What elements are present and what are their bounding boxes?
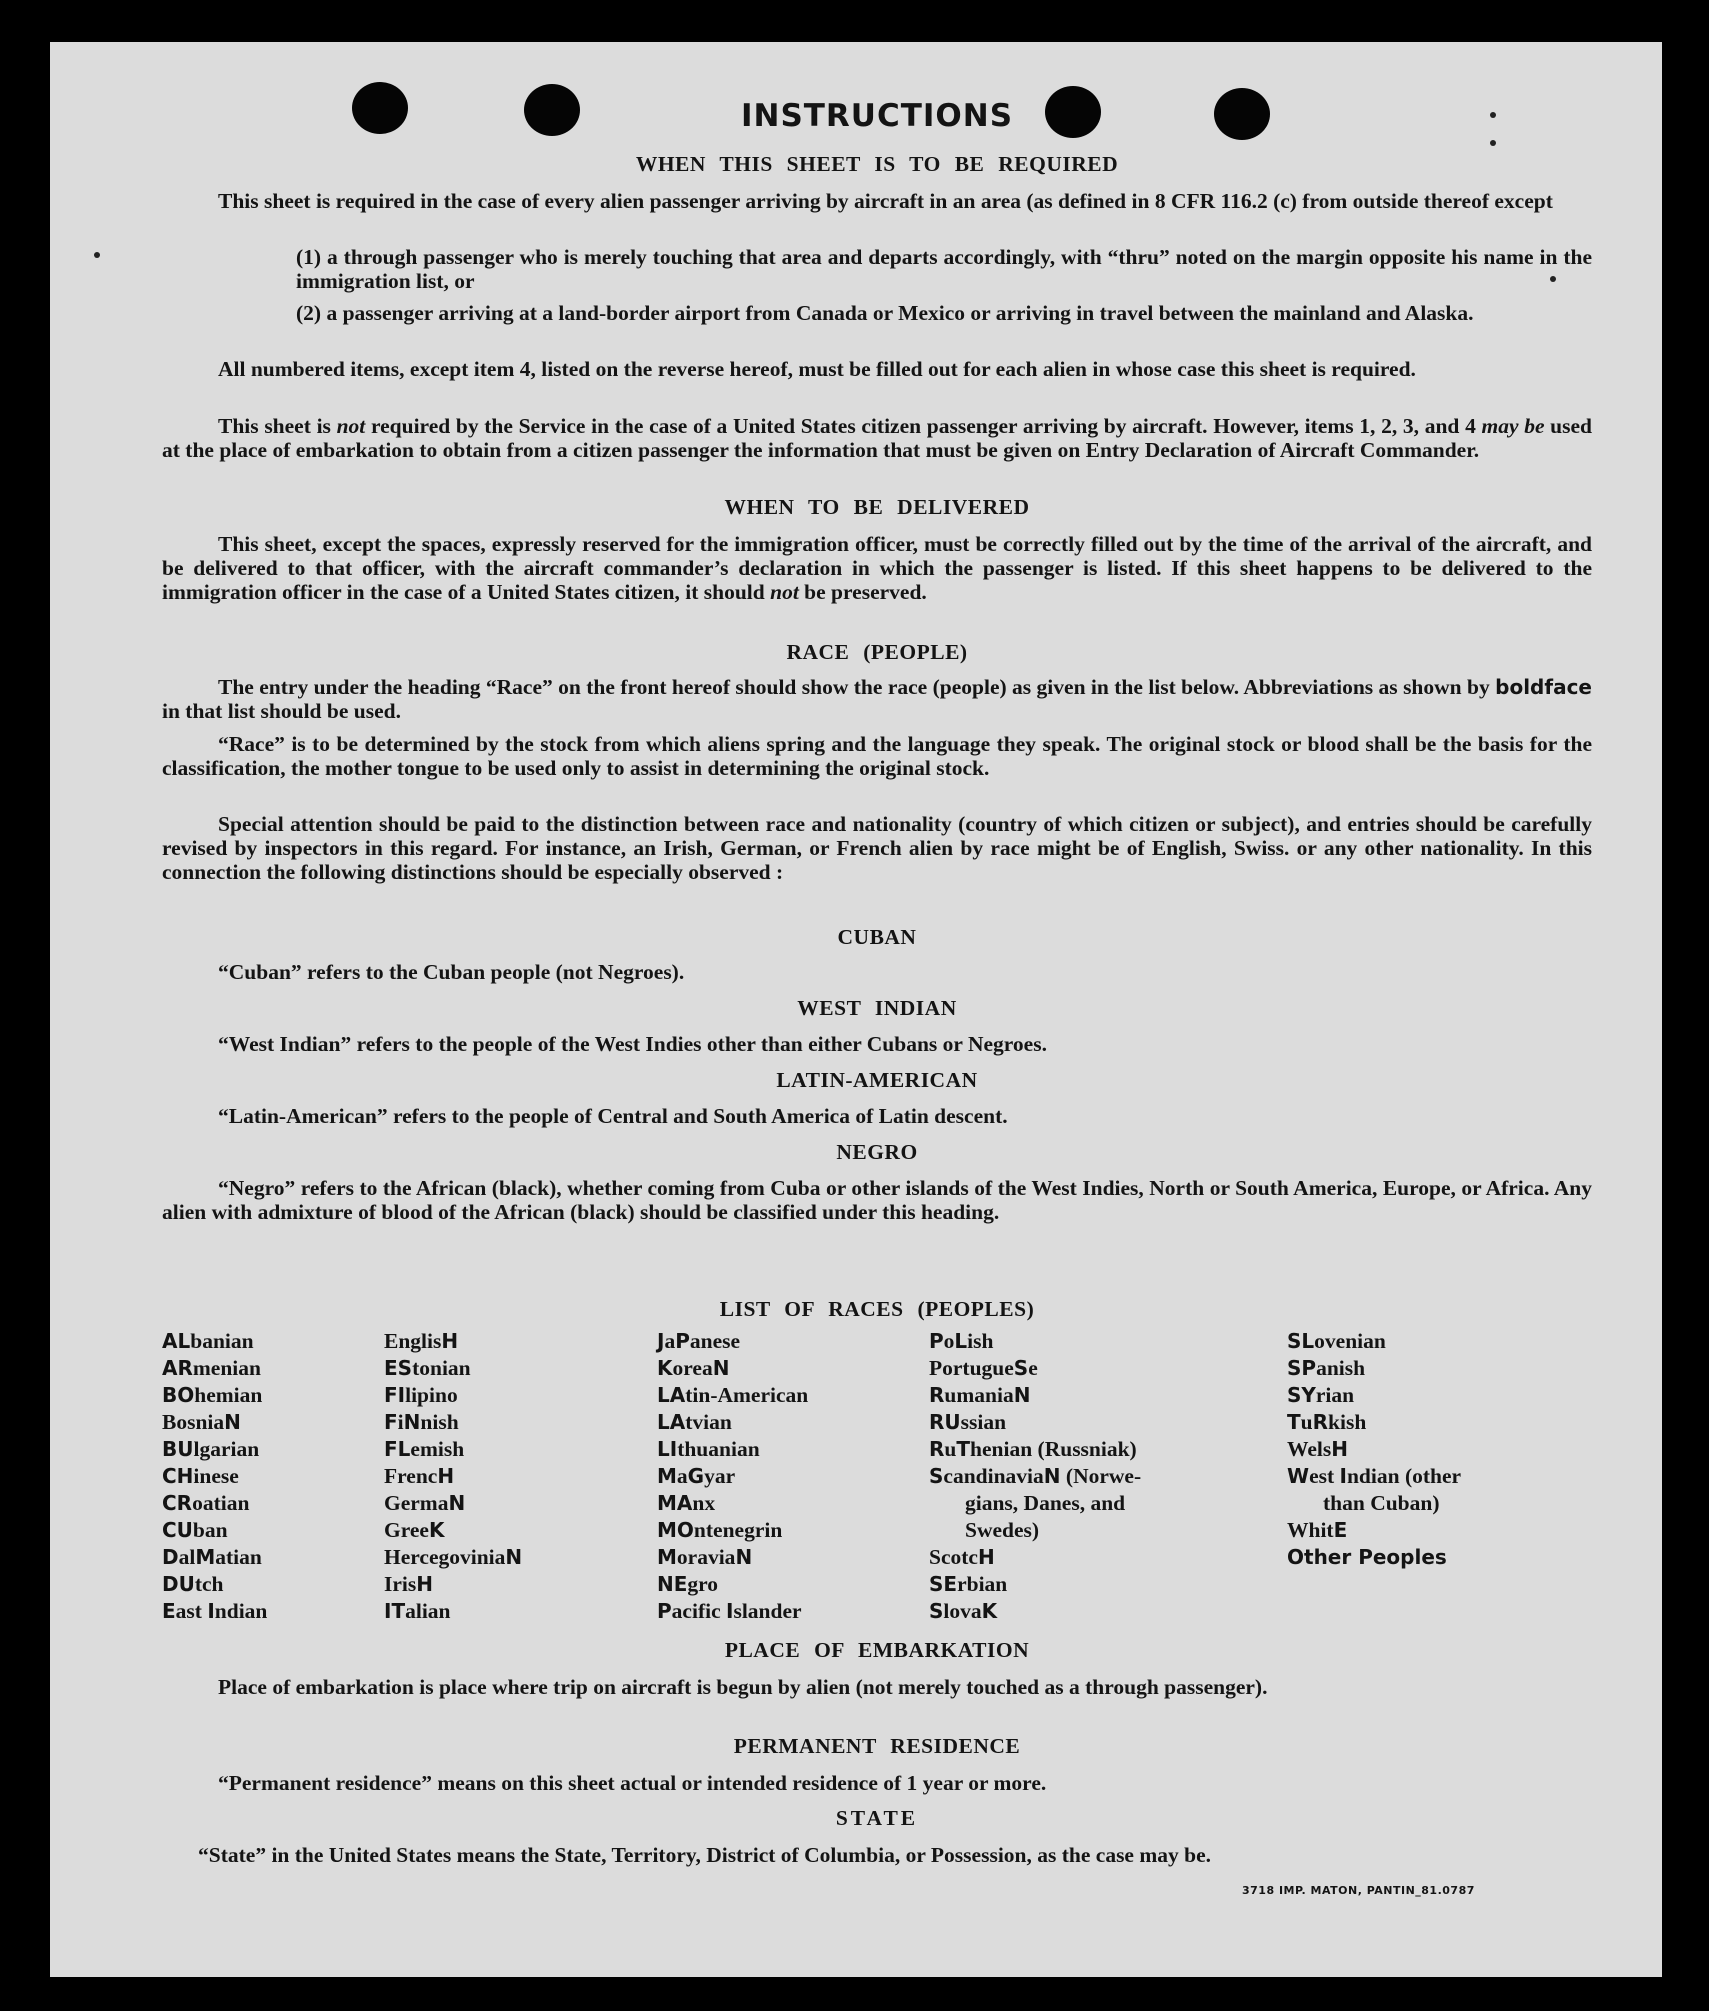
race-item: Pacific Islander: [657, 1599, 802, 1623]
heading-negro: NEGRO: [836, 1140, 918, 1164]
race-item: JaPanese: [657, 1329, 741, 1353]
race-item: RumaniaN: [929, 1383, 1031, 1407]
race-item: LIthuanian: [657, 1437, 760, 1461]
heading-race: RACE (PEOPLE): [786, 640, 968, 664]
paragraph-permanent-residence: “Permanent residence” means on this sheet actual or intended residence of 1 year or more.: [218, 1771, 1047, 1795]
page-title: INSTRUCTIONS: [740, 98, 1014, 134]
race-column-4: [929, 1328, 1229, 1625]
item-number: (1): [296, 245, 322, 269]
race-item: CRoatian: [162, 1491, 250, 1515]
race-item: GreeK: [384, 1518, 445, 1542]
race-item: IrisH: [384, 1572, 433, 1596]
race-item: HercegoviniaN: [384, 1545, 523, 1569]
list-item-1: [296, 245, 1592, 293]
race-item: PortugueSe: [929, 1356, 1038, 1380]
race-item: SErbian: [929, 1572, 1008, 1596]
race-item: ScandinaviaN (Norwe- gians, Danes, and Swedes): [929, 1464, 1142, 1542]
heading-embarkation: PLACE OF EMBARKATION: [724, 1638, 1030, 1662]
race-column-5: [1287, 1328, 1547, 1571]
race-item: KoreaN: [657, 1356, 730, 1380]
race-item: BosniaN: [162, 1410, 241, 1434]
race-item: CHinese: [162, 1464, 239, 1488]
race-item: ARmenian: [162, 1356, 261, 1380]
heading-when-delivered: WHEN TO BE DELIVERED: [724, 495, 1030, 519]
item-text: a passenger arriving at a land-border airport from Canada or Mexico or arriving in travel between the mainland and Alaska.: [326, 301, 1474, 325]
race-item: SYrian: [1287, 1383, 1355, 1407]
race-column-2: [384, 1328, 522, 1625]
race-item: SLovenian: [1287, 1329, 1386, 1353]
race-item: EnglisH: [384, 1329, 459, 1353]
paragraph-delivered: This sheet, except the spaces, expressly reserved for the immigration officer, must be correctly filled out by the time of the arrival of the aircraft, and be delivered to that officer, with the aircraft commander’s declaration in which the passenger is listed. If this sheet happens to be delivered to the immigration officer in the case of a United States citizen, it should not be preserved.: [162, 532, 1592, 604]
race-item: SPanish: [1287, 1356, 1366, 1380]
race-item: MaGyar: [657, 1464, 736, 1488]
paragraph-west-indian: “West Indian” refers to the people of the West Indies other than either Cubans or Negroes.: [218, 1032, 1047, 1056]
race-item: WelsH: [1287, 1437, 1348, 1461]
race-item: SlovaK: [929, 1599, 998, 1623]
race-item: ALbanian: [162, 1329, 254, 1353]
list-item-2: [296, 301, 1592, 325]
paragraph-race-3: Special attention should be paid to the distinction between race and nationality (country of which citizen or subject), and entries should be carefully revised by inspectors in this regard. For instance, an Irish, German, or French alien by race might be of English, Swiss. or any other nationality. In this connection the following distinctions should be especially observed :: [162, 812, 1592, 884]
race-item: BUlgarian: [162, 1437, 260, 1461]
race-item: MoraviaN: [657, 1545, 753, 1569]
race-item: FLemish: [384, 1437, 465, 1461]
race-item: MOntenegrin: [657, 1518, 783, 1542]
race-item: EStonian: [384, 1356, 471, 1380]
race-item: TuRkish: [1287, 1410, 1367, 1434]
paragraph-state: “State” in the United States means the State, Territory, District of Columbia, or Possession, as the case may be.: [198, 1843, 1212, 1867]
race-column-1: [162, 1328, 267, 1625]
race-item: East Indian: [162, 1599, 268, 1623]
race-item: WhitE: [1287, 1518, 1348, 1542]
item-text: a through passenger who is merely touching that area and departs accordingly, with “thru” noted on the margin opposite his name in the immigration list, or: [296, 245, 1592, 293]
paragraph-required-3: This sheet is not required by the Service in the case of a United States citizen passenger arriving by aircraft. However, items 1, 2, 3, and 4 may be used at the place of embarkation to obtain from a citizen passenger the information that must be given on Entry Declaration of Aircraft Commander.: [162, 414, 1593, 462]
race-item: BOhemian: [162, 1383, 263, 1407]
race-column-3: [657, 1328, 808, 1625]
speck: [1490, 140, 1496, 146]
print-code: 3718 IMP. MATON, PANTIN_81.0787: [1242, 1884, 1475, 1897]
race-item: DUtch: [162, 1572, 224, 1596]
race-item: LAtin-American: [657, 1383, 809, 1407]
heading-list-of-races: LIST OF RACES (PEOPLES): [719, 1297, 1035, 1321]
paragraph-negro: “Negro” refers to the African (black), whether coming from Cuba or other islands of the West Indies, North or South America, Europe, or Africa. Any alien with admixture of blood of the African (black) should be classified under this heading.: [162, 1176, 1592, 1224]
race-item: FrencH: [384, 1464, 455, 1488]
race-item: LAtvian: [657, 1410, 732, 1434]
paragraph-race-2: “Race” is to be determined by the stock from which aliens spring and the language they speak. The original stock or blood shall be the basis for the classification, the mother tongue to be used only to assist in determining the original stock.: [162, 732, 1592, 780]
heading-latin-american: LATIN-AMERICAN: [776, 1068, 978, 1092]
paragraph-embarkation: Place of embarkation is place where trip on aircraft is begun by alien (not merely touched as a through passenger).: [218, 1675, 1268, 1699]
race-item: RUssian: [929, 1410, 1007, 1434]
heading-cuban: CUBAN: [837, 925, 917, 949]
paragraph-required-1: This sheet is required in the case of every alien passenger arriving by aircraft in an area (as defined in 8 CFR 116.2 (c) from outside thereof except: [218, 189, 1553, 213]
paragraph-latin-american: “Latin-American” refers to the people of Central and South America of Latin descent.: [218, 1104, 1008, 1128]
paragraph-cuban: “Cuban” refers to the Cuban people (not Negroes).: [218, 960, 685, 984]
race-item: Other Peoples: [1287, 1545, 1447, 1569]
race-item: PoLish: [929, 1329, 994, 1353]
race-item: FIlipino: [384, 1383, 458, 1407]
race-item: NEgro: [657, 1572, 719, 1596]
paragraph-race-1: The entry under the heading “Race” on the front hereof should show the race (people) as given in the list below. Abbreviations as shown by boldface in that list should be used.: [162, 675, 1592, 723]
paragraph-required-2: All numbered items, except item 4, listed on the reverse hereof, must be filled out for each alien in whose case this sheet is required.: [218, 357, 1416, 381]
item-number: (2): [296, 301, 322, 325]
heading-when-required: WHEN THIS SHEET IS TO BE REQUIRED: [635, 152, 1119, 176]
heading-state: STATE: [835, 1806, 919, 1830]
speck: [94, 252, 100, 258]
race-item: FiNnish: [384, 1410, 459, 1434]
race-item: MAnx: [657, 1491, 716, 1515]
heading-west-indian: WEST INDIAN: [797, 996, 957, 1020]
race-item: ScotcH: [929, 1545, 995, 1569]
document-sheet: [50, 42, 1662, 1977]
race-item: RuThenian (Russniak): [929, 1437, 1137, 1461]
heading-permanent-residence: PERMANENT RESIDENCE: [733, 1734, 1021, 1758]
race-item: West Indian (other than Cuban): [1287, 1464, 1462, 1515]
race-item: ITalian: [384, 1599, 451, 1623]
race-item: DalMatian: [162, 1545, 262, 1569]
race-item: CUban: [162, 1518, 228, 1542]
race-item: GermaN: [384, 1491, 466, 1515]
